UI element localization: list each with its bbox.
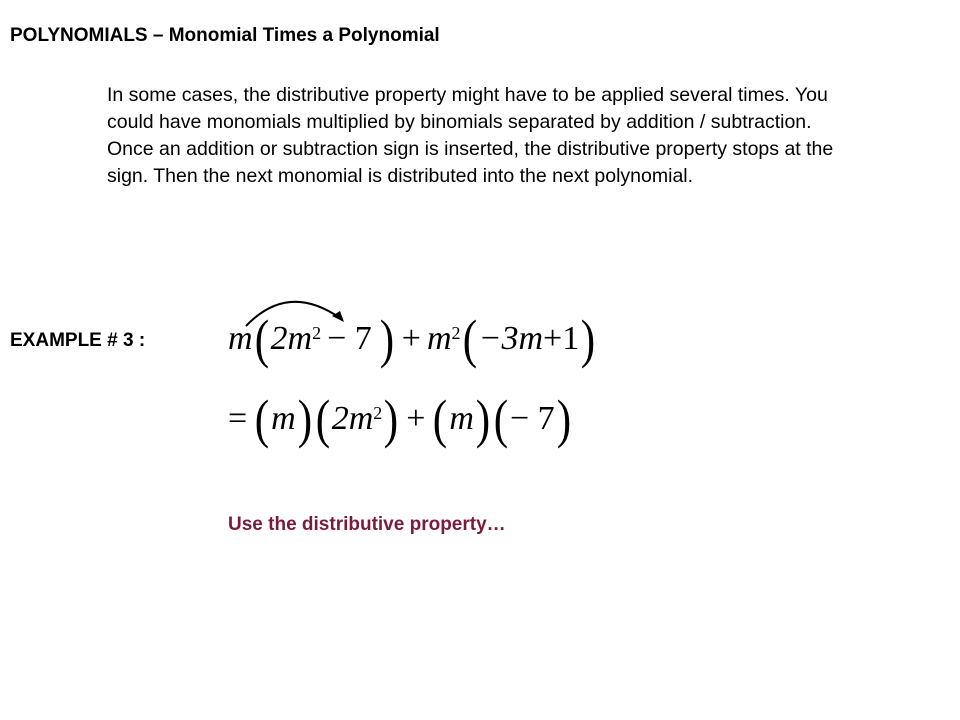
paren-close: ) <box>379 309 394 369</box>
paren-close: ) <box>475 389 491 449</box>
exponent: 2 <box>373 402 383 423</box>
page-title: POLYNOMIALS – Monomial Times a Polynomial <box>10 25 440 46</box>
term-2m: 2m <box>331 400 374 437</box>
paren-close: ) <box>581 309 596 369</box>
expression-distributed <box>222 389 573 449</box>
explanation-paragraph: In some cases, the distributive property might have to be applied several times. You could have monomials multiplied by binomials separated by addition / subtraction. Once an addition or subtraction sign is inserted, the distributive property stops at the sign. Then the next monomial is distributed into the next polynomial. <box>107 84 834 187</box>
paren-close: ) <box>297 389 312 449</box>
exponent: 2 <box>312 322 322 343</box>
equals-sign: = <box>228 400 248 437</box>
paren-close: ) <box>384 389 399 449</box>
expression-original <box>228 309 597 369</box>
paren-open: ( <box>315 389 330 449</box>
paren-open: ( <box>493 389 509 449</box>
term-neg-3m: −3m <box>478 320 544 357</box>
monomial-m: m <box>449 400 474 437</box>
monomial-m-squared: m <box>426 320 452 357</box>
monomial-m: m <box>271 400 296 437</box>
term-2m: 2m <box>270 320 313 357</box>
hint-text: Use the distributive property… <box>228 514 506 535</box>
monomial-m: m <box>228 320 253 357</box>
exponent: 2 <box>451 322 461 343</box>
plus-sign: + <box>406 400 426 437</box>
plus-sign: + <box>401 320 421 357</box>
example-label: EXAMPLE # 3 : <box>10 330 146 351</box>
term-minus-7: − 7 <box>327 320 372 357</box>
paren-open: ( <box>462 309 477 369</box>
term-plus-1: +1 <box>543 320 580 357</box>
paren-close: ) <box>556 389 571 449</box>
paren-open: ( <box>433 389 448 449</box>
term-minus-7: − 7 <box>509 400 555 437</box>
paren-open: ( <box>254 309 269 369</box>
paren-open: ( <box>254 389 270 449</box>
